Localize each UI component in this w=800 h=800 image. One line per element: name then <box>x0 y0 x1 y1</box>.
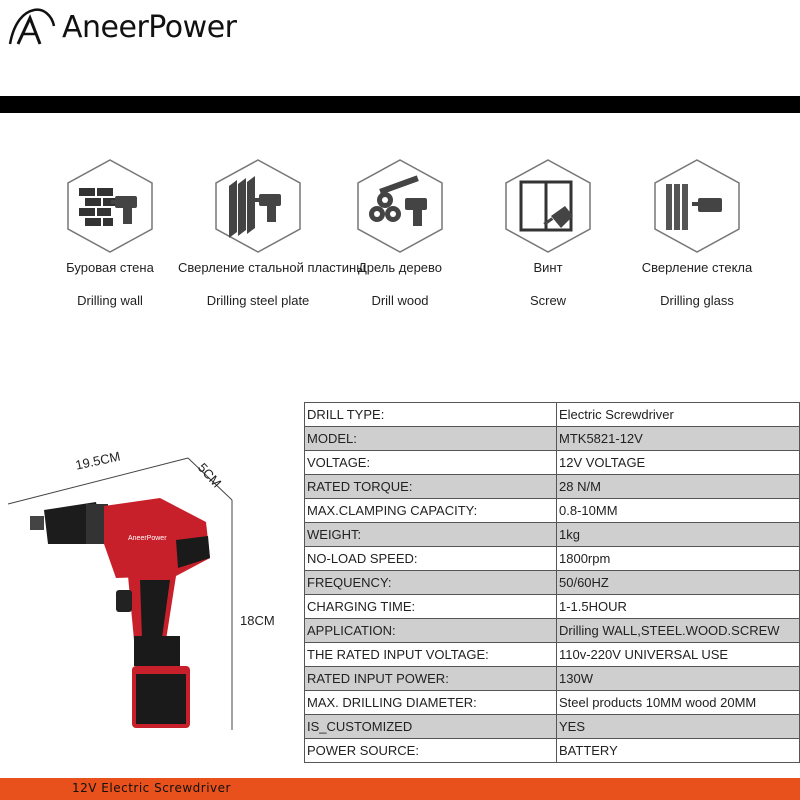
application-label-en: Screw <box>529 293 567 308</box>
spec-value: 1800rpm <box>557 547 800 571</box>
spec-value: Electric Screwdriver <box>557 403 800 427</box>
spec-key: FREQUENCY: <box>305 571 557 595</box>
spec-row <box>305 595 800 619</box>
spec-row <box>305 451 800 475</box>
application-screw <box>468 158 628 308</box>
spec-value: 1kg <box>557 523 800 547</box>
spec-key: RATED TORQUE: <box>305 475 557 499</box>
product-drill-image <box>0 440 300 740</box>
spec-value: 28 N/M <box>557 475 800 499</box>
spec-key: VOLTAGE: <box>305 451 557 475</box>
spec-row <box>305 667 800 691</box>
width-dimension-label: 5CM <box>194 460 225 491</box>
wood-logs-icon <box>355 158 445 254</box>
spec-value: YES <box>557 715 800 739</box>
brand-logo <box>6 4 237 50</box>
application-drilling-steel-plate <box>178 158 366 308</box>
spec-row <box>305 403 800 427</box>
spec-value: Drilling WALL,STEEL.WOOD.SCREW <box>557 619 800 643</box>
window-screw-icon <box>503 158 593 254</box>
brand-name: AneerPower <box>62 9 237 45</box>
spec-row <box>305 739 800 763</box>
application-label-ru: Сверление стальной пластины <box>178 260 366 275</box>
spec-row <box>305 547 800 571</box>
length-dimension-label: 19.5CM <box>74 448 122 473</box>
application-label-en: Drilling glass <box>660 293 734 308</box>
height-dimension-label: 18CM <box>240 613 275 628</box>
spec-key: WEIGHT: <box>305 523 557 547</box>
spec-key: RATED INPUT POWER: <box>305 667 557 691</box>
drill-brand-label: AneerPower <box>128 535 167 542</box>
spec-row <box>305 619 800 643</box>
spec-key: MAX.CLAMPING CAPACITY: <box>305 499 557 523</box>
spec-value: MTK5821-12V <box>557 427 800 451</box>
spec-value: 50/60HZ <box>557 571 800 595</box>
drill-battery <box>132 636 190 728</box>
application-label-en: Drilling steel plate <box>206 293 310 308</box>
application-label-ru: Сверление стекла <box>641 260 753 275</box>
brand-mark-icon <box>6 4 58 50</box>
footer-label: 12V Electric Screwdriver <box>72 781 231 795</box>
application-drilling-glass <box>617 158 777 308</box>
spec-key: POWER SOURCE: <box>305 739 557 763</box>
spec-value: 130W <box>557 667 800 691</box>
application-label-en: Drilling wall <box>77 293 143 308</box>
spec-value: 1-1.5HOUR <box>557 595 800 619</box>
spec-row <box>305 499 800 523</box>
application-drilling-wall <box>30 158 190 308</box>
drill-handle <box>116 576 176 640</box>
spec-value: 0.8-10MM <box>557 499 800 523</box>
steel-plate-icon <box>213 158 303 254</box>
application-label-ru: Буровая стена <box>66 260 154 275</box>
spec-key: MAX. DRILLING DIAMETER: <box>305 691 557 715</box>
spec-key: NO-LOAD SPEED: <box>305 547 557 571</box>
spec-key: DRILL TYPE: <box>305 403 557 427</box>
spec-key: APPLICATION: <box>305 619 557 643</box>
spec-row <box>305 571 800 595</box>
header-divider-bar <box>0 96 800 113</box>
spec-key: IS_CUSTOMIZED <box>305 715 557 739</box>
spec-row <box>305 427 800 451</box>
spec-key: CHARGING TIME: <box>305 595 557 619</box>
spec-value: Steel products 10MM wood 20MM <box>557 691 800 715</box>
spec-row <box>305 691 800 715</box>
spec-row <box>305 523 800 547</box>
brick-wall-icon <box>65 158 155 254</box>
spec-table <box>304 402 800 763</box>
spec-key: MODEL: <box>305 427 557 451</box>
glass-drill-icon <box>652 158 742 254</box>
drill-chuck <box>30 502 108 544</box>
spec-row <box>305 715 800 739</box>
application-drill-wood <box>320 158 480 308</box>
drill-body <box>104 498 210 578</box>
application-label-ru: Дрель дерево <box>357 260 443 275</box>
application-label-ru: Винт <box>533 260 563 275</box>
spec-value: 110v-220V UNIVERSAL USE <box>557 643 800 667</box>
application-label-en: Drill wood <box>371 293 429 308</box>
spec-row <box>305 643 800 667</box>
spec-row <box>305 475 800 499</box>
spec-key: THE RATED INPUT VOLTAGE: <box>305 643 557 667</box>
spec-value: BATTERY <box>557 739 800 763</box>
spec-value: 12V VOLTAGE <box>557 451 800 475</box>
footer-bar <box>0 778 800 800</box>
